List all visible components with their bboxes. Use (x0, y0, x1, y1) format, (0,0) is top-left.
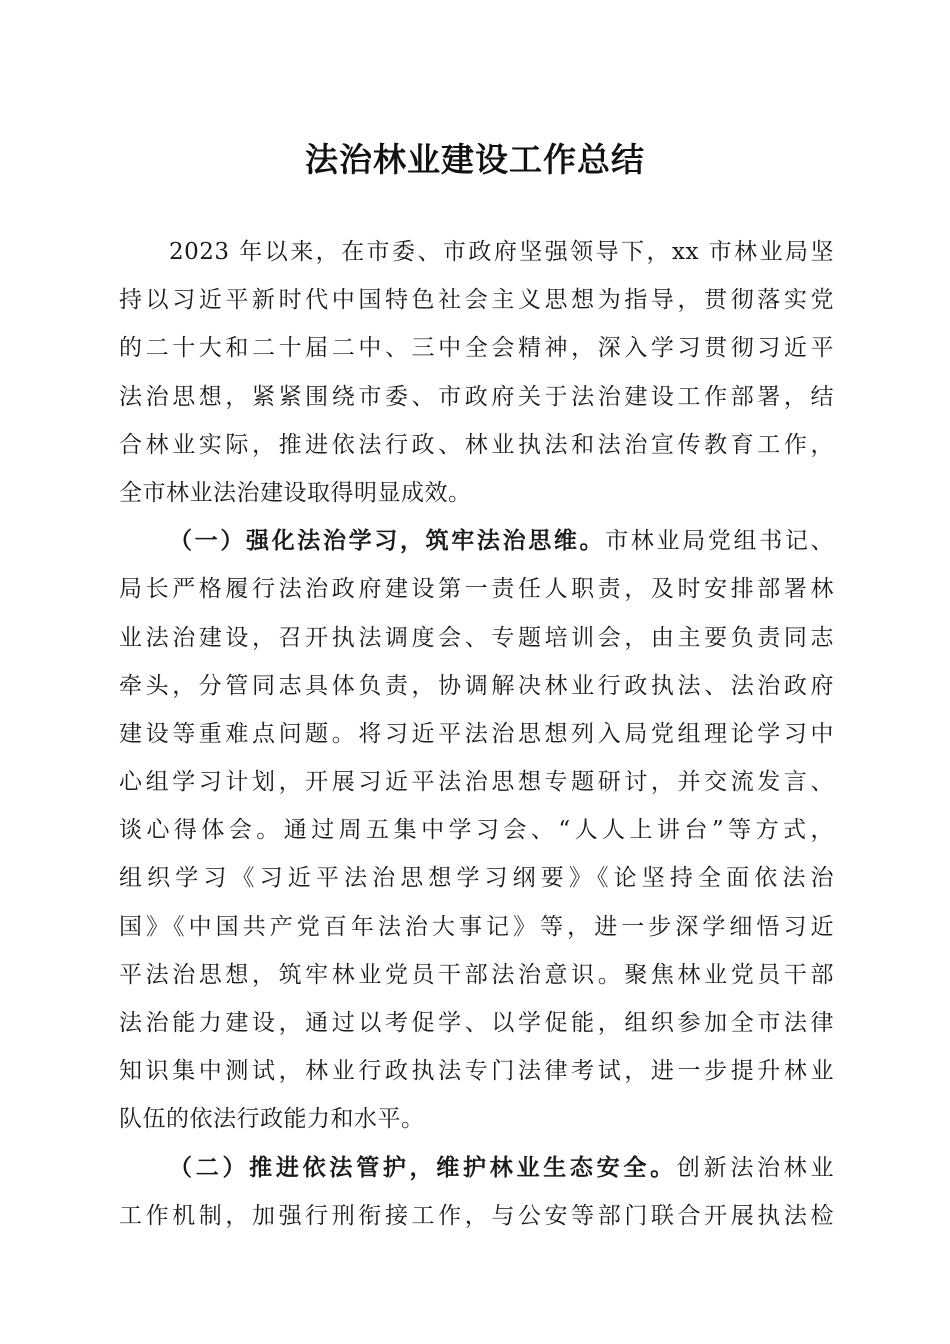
paragraph-3-line-2: 工作机制，加强行刑衔接工作，与公安等部门联合开展执法检 (119, 1202, 834, 1229)
paragraph-2-line-4: 牵头，分管同志具体负责，协调解决林业行政执法、法治政府 (119, 672, 834, 699)
paragraph-1-line-6: 全市林业法治建设取得明显成效。 (119, 479, 472, 506)
paragraph-2-line-12: 知识集中测试，林业行政执法专门法律考试，进一步提升林业 (119, 1058, 834, 1085)
paragraph-3-first-line-rest: 创新法治林业 (676, 1154, 835, 1181)
document-body (119, 232, 834, 1244)
paragraph-2-line-6: 心组学习计划，开展习近平法治思想专题研讨，并交流发言、 (119, 769, 834, 796)
paragraph-1-line-3: 的二十大和二十届二中、三中全会精神，深入学习贯彻习近平 (119, 335, 834, 362)
paragraph-2-line-13: 队伍的依法行政能力和水平。 (119, 1106, 425, 1133)
paragraph-2-line-9: 国》《中国共产党百年法治大事记》等，进一步深学细悟习近 (119, 913, 834, 940)
paragraph-2-line-5: 建设等重难点问题。将习近平法治思想列入局党组理论学习中 (119, 720, 834, 747)
paragraph-3-heading: （二）推进依法管护，维护林业生态安全。 (169, 1154, 677, 1181)
paragraph-2-line-11: 法治能力建设，通过以考促学、以学促能，组织参加全市法律 (119, 1010, 834, 1036)
paragraph-2-line-2: 局长严格履行法治政府建设第一责任人职责，及时安排部署林 (119, 576, 834, 603)
paragraph-2-heading: （一）强化法治学习，筑牢法治思维。 (169, 528, 606, 555)
paragraph-2-line-1 (119, 521, 834, 569)
paragraph-2-line-8: 组织学习《习近平法治思想学习纲要》《论坚持全面依法治 (119, 865, 834, 892)
paragraph-1-line-5: 合林业实际，推进依法行政、林业执法和法治宣传教育工作， (119, 431, 834, 458)
paragraph-2-line-10: 平法治思想，筑牢林业党员干部法治意识。聚焦林业党员干部 (119, 961, 834, 988)
paragraph-2-line-3: 业法治建设，召开执法调度会、专题培训会，由主要负责同志 (119, 624, 834, 651)
paragraph-1-line-1: 2023 年以来，在市委、市政府坚强领导下，xx 市林业局坚 (169, 239, 834, 265)
paragraph-2-first-line-rest: 市林业局党组书记、 (605, 528, 835, 555)
paragraph-1-line-4: 法治思想，紧紧围绕市委、市政府关于法治建设工作部署，结 (119, 383, 834, 410)
paragraph-3-line-1 (119, 1148, 834, 1196)
paragraph-2-line-7: 谈心得体会。通过周五集中学习会、“人人上讲台”等方式， (119, 817, 834, 844)
paragraph-1-line-2: 持以习近平新时代中国特色社会主义思想为指导，贯彻落实党 (119, 287, 834, 314)
document-title: 法治林业建设工作总结 (305, 140, 645, 179)
